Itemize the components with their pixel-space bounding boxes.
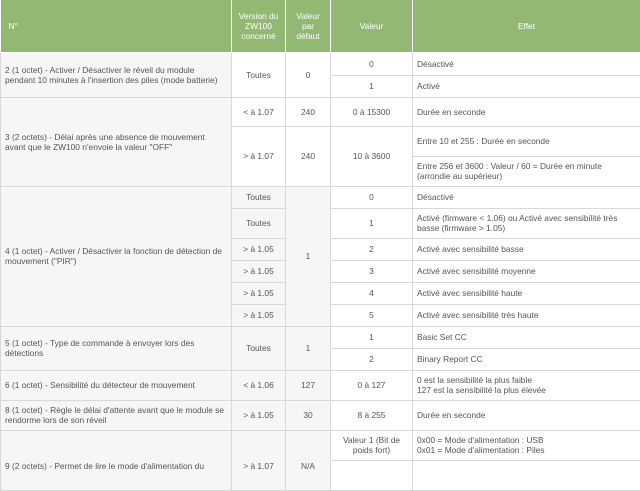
param-5-name: 5 (1 octet) - Type de commande à envoyer lors des détections [1, 326, 232, 370]
param-9-version: > à 1.07 [232, 430, 286, 490]
param-6-name: 6 (1 octet) - Sensibilité du détecteur de mouvement [1, 370, 232, 400]
param-9-default: N/A [286, 430, 331, 490]
table-row [1, 52, 640, 75]
param-4-effect: Activé avec sensibilité très haute [413, 304, 640, 326]
header-default: Valeur par défaut [286, 0, 331, 52]
param-4-value: 2 [331, 238, 413, 260]
param-4-version: Toutes [232, 208, 286, 238]
param-5-value: 1 [331, 326, 413, 348]
param-6-default: 127 [286, 370, 331, 400]
param-8-default: 30 [286, 400, 331, 430]
param-5-version: Toutes [232, 326, 286, 370]
param-6-value: 0 à 127 [331, 370, 413, 400]
param-2-default: 0 [286, 52, 331, 97]
param-3-name: 3 (2 octets) - Délai après une absence de mouvement avant que le ZW100 n'envoie la valeur "OFF" [1, 97, 232, 186]
param-3-value: 0 à 15300 [331, 97, 413, 126]
param-3-default: 240 [286, 126, 331, 186]
param-4-effect: Activé avec sensibilité basse [413, 238, 640, 260]
header-value: Valeur [331, 0, 413, 52]
param-4-value: 4 [331, 282, 413, 304]
param-4-default: 1 [286, 186, 331, 326]
param-9-name: 9 (2 octets) - Permet de lire le mode d'alimentation du [1, 430, 232, 490]
table-row [1, 97, 640, 126]
param-4-value: 3 [331, 260, 413, 282]
param-2-name: 2 (1 octet) - Activer / Désactiver le réveil du module pendant 10 minutes à l'insertion des piles (mode batterie) [1, 52, 232, 97]
table-row [1, 400, 640, 430]
param-3-version: > à 1.07 [232, 126, 286, 186]
param-3-value: 10 à 3600 [331, 126, 413, 186]
param-5-default: 1 [286, 326, 331, 370]
param-8-value: 8 à 255 [331, 400, 413, 430]
param-5-value: 2 [331, 348, 413, 370]
param-5-effect: Basic Set CC [413, 326, 640, 348]
param-4-version: > à 1.05 [232, 304, 286, 326]
param-3-effect: Entre 256 et 3600 : Valeur / 60 = Durée en minute (arrondie au supérieur) [413, 156, 640, 186]
header-num: N° [1, 0, 232, 52]
table-row [1, 370, 640, 400]
param-9-value: Valeur 1 (Bit de poids fort) [331, 430, 413, 460]
param-5-effect: Binary Report CC [413, 348, 640, 370]
param-4-effect: Désactivé [413, 186, 640, 208]
param-4-value: 1 [331, 208, 413, 238]
param-6-version: < à 1.06 [232, 370, 286, 400]
param-9-effect-continued [413, 460, 640, 490]
param-4-value: 0 [331, 186, 413, 208]
param-4-value: 5 [331, 304, 413, 326]
param-4-version: Toutes [232, 186, 286, 208]
param-2-value: 0 [331, 52, 413, 75]
param-8-name: 8 (1 octet) - Règle le délai d'attente avant que le module se rendorme lors de son réveil [1, 400, 232, 430]
param-9-value-continued [331, 460, 413, 490]
param-8-version: > à 1.05 [232, 400, 286, 430]
param-2-version: Toutes [232, 52, 286, 97]
param-2-value: 1 [331, 75, 413, 97]
param-3-version: < à 1.07 [232, 97, 286, 126]
param-4-effect: Activé avec sensibilité moyenne [413, 260, 640, 282]
param-3-default: 240 [286, 97, 331, 126]
param-4-effect: Activé avec sensibilité haute [413, 282, 640, 304]
table-header-row [1, 0, 640, 52]
param-8-effect: Durée en seconde [413, 400, 640, 430]
table-row [1, 186, 640, 208]
param-3-effect: Durée en seconde [413, 97, 640, 126]
table-row [1, 326, 640, 348]
param-3-effect: Entre 10 et 255 : Durée en seconde [413, 126, 640, 156]
param-6-effect: 0 est la sensibilité la plus faible 127 est la sensibilité la plus élevée [413, 370, 640, 400]
param-4-effect: Activé (firmware < 1.06) ou Activé avec sensibilité très basse (firmware > 1.05) [413, 208, 640, 238]
param-9-effect: 0x00 = Mode d'alimentation : USB 0x01 = Mode d'alimentation : Piles [413, 430, 640, 460]
table-row [1, 430, 640, 460]
param-4-name: 4 (1 octet) - Activer / Désactiver la fonction de détection de mouvement ("PIR") [1, 186, 232, 326]
header-effect: Effet [413, 0, 640, 52]
param-4-version: > à 1.05 [232, 260, 286, 282]
param-4-version: > à 1.05 [232, 238, 286, 260]
param-2-effect: Désactivé [413, 52, 640, 75]
param-4-version: > à 1.05 [232, 282, 286, 304]
param-2-effect: Activé [413, 75, 640, 97]
header-version: Version du ZW100 concerné [232, 0, 286, 52]
